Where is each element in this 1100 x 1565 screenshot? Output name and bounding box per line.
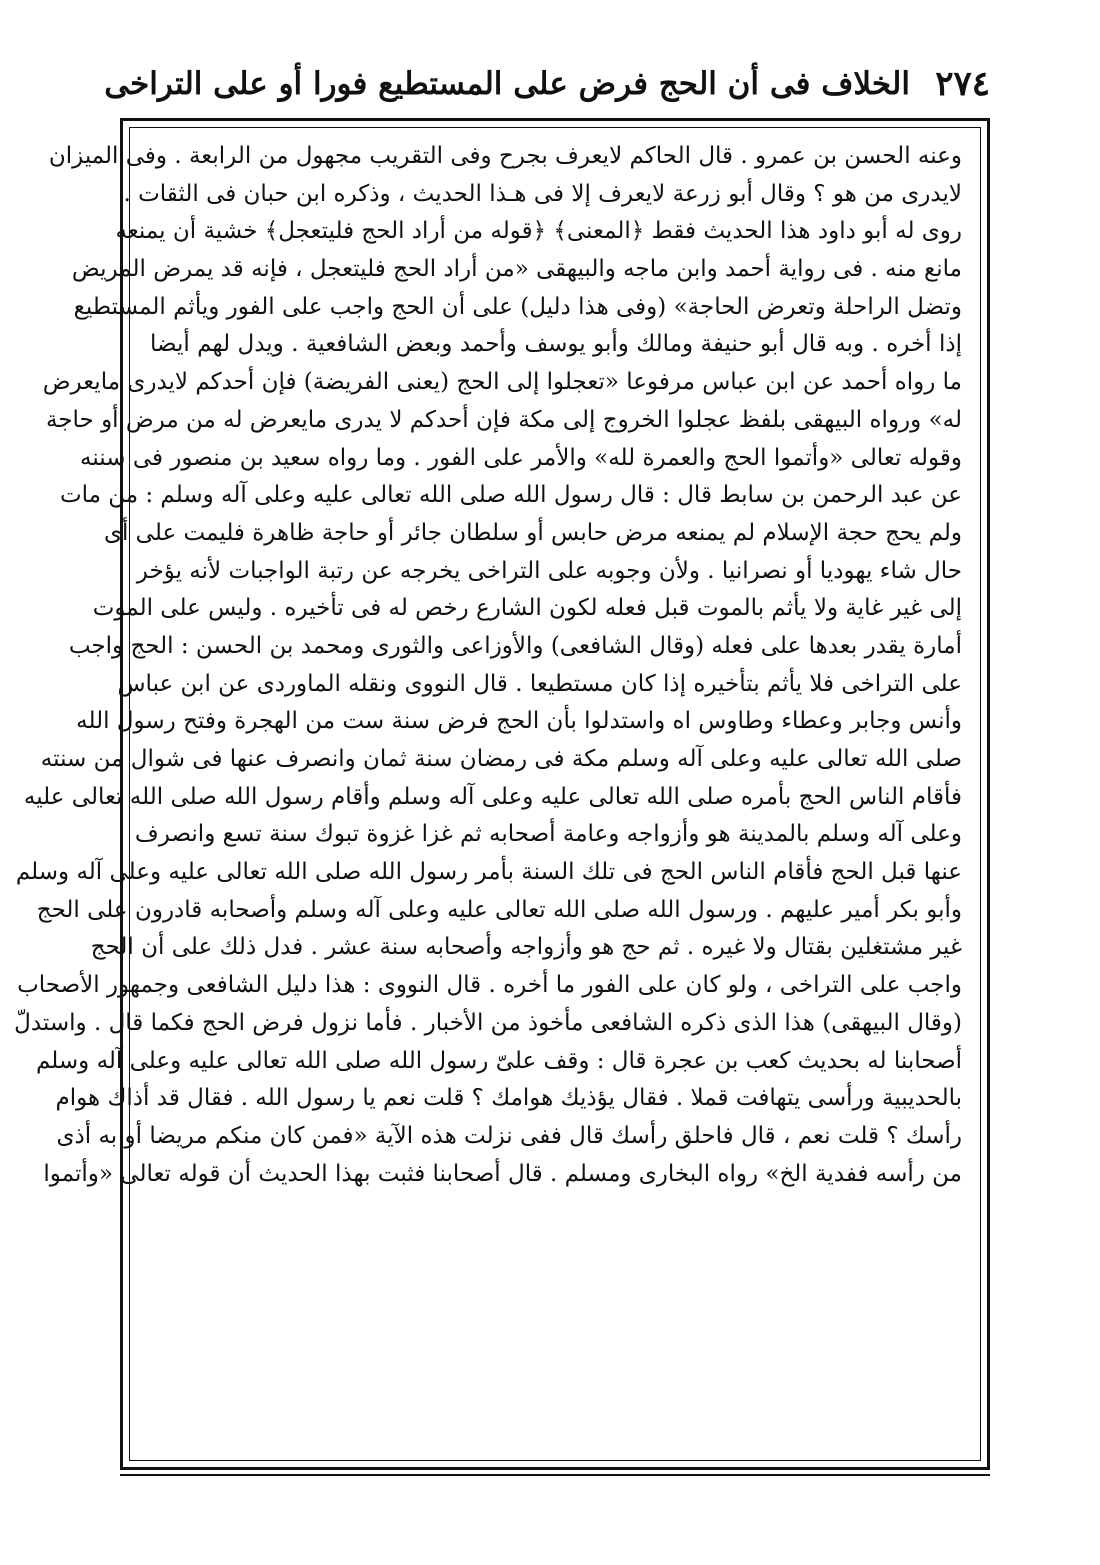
text-line: إذا أخره . وبه قال أبو حنيفة ومالك وأبو يوسف وأحمد وبعض الشافعية . ويدل لهم أيضا: [150, 331, 962, 358]
text-line: (وقال البيهقى) هذا الذى ذكره الشافعى مأخوذ من الأخبار . فأما نزول فرض الحج فكما قال . واستدلّ: [14, 1009, 962, 1036]
text-line: وأبو بكر أمير عليهم . ورسول الله صلى الله تعالى عليه وعلى آله وسلم وأصحابه قادرون على الحج: [36, 896, 962, 923]
bottom-rule: [120, 1474, 990, 1476]
running-title: الخلاف فى أن الحج فرض على المستطيع فورا أو على التراخى: [104, 66, 910, 102]
page-number: ٢٧٤: [935, 64, 990, 104]
text-line: فأقام الناس الحج بأمره صلى الله تعالى عليه وعلى آله وسلم وأقام رسول الله صلى الله تعالى عليه: [23, 783, 962, 810]
text-line: وتضل الراحلة وتعرض الحاجة» (وفى هذا دليل) على أن الحج واجب على الفور ويأثم المستطيع: [73, 293, 962, 320]
text-line: على التراخى فلا يأثم بتأخيره إذا كان مستطيعا . قال النووى ونقله الماوردى عن ابن عباس: [117, 670, 962, 697]
text-line: من رأسه ففدية الخ» رواه البخارى ومسلم . قال أصحابنا فثبت بهذا الحديث أن قوله تعالى «وأتموا: [43, 1160, 962, 1187]
text-line: أصحابنا له بحديث كعب بن عجرة قال : وقف علىّ رسول الله صلى الله تعالى عليه وعلى آله وسلم: [35, 1047, 962, 1074]
page-header: [104, 62, 990, 112]
text-line: روى له أبو داود هذا الحديث فقط ﴿المعنى﴾ ﴿قوله من أراد الحج فليتعجل﴾ خشية أن يمنعه: [115, 218, 962, 245]
text-line: عن عبد الرحمن بن سابط قال : قال رسول الله صلى الله تعالى عليه وعلى آله وسلم : من مات: [59, 482, 962, 509]
text-line: حال شاء يهوديا أو نصرانيا . ولأن وجوبه على التراخى يخرجه عن رتبة الواجبات لأنه يؤخر: [136, 557, 962, 584]
text-line: مانع منه . فى رواية أحمد وابن ماجه والبيهقى «من أراد الحج فليتعجل ، فإنه قد يمرض المريض: [71, 256, 962, 283]
text-line: ما رواه أحمد عن ابن عباس مرفوعا «تعجلوا إلى الحج (يعنى الفريضة) فإن أحدكم لايدرى مايعرض: [42, 369, 962, 396]
text-line: عنها قبل الحج فأقام الناس الحج فى تلك السنة بأمر رسول الله صلى الله تعالى عليه وعلى آله وسلم: [15, 859, 962, 886]
text-line: وأنس وجابر وعطاء وطاوس اه واستدلوا بأن الحج فرض سنة ست من الهجرة وفتح رسول الله: [76, 708, 962, 735]
text-line: وعلى آله وسلم بالمدينة هو وأزواجه وعامة أصحابه ثم غزا غزوة تبوك سنة تسع وانصرف: [134, 821, 962, 848]
text-line: أمارة يقدر بعدها على فعله (وقال الشافعى) والأوزاعى والثورى ومحمد بن الحسن : الحج واجب: [68, 632, 962, 659]
text-line: إلى غير غاية ولا يأثم بالموت قبل فعله لكون الشارع رخص له فى تأخيره . وليس على الموت: [92, 595, 962, 622]
text-line: وعنه الحسن بن عمرو . قال الحاكم لايعرف بجرح وفى التقريب مجهول من الرابعة . وفى الميزان: [48, 143, 962, 169]
body-text: [14, 138, 962, 1193]
text-line: ولم يحج حجة الإسلام لم يمنعه مرض حابس أو سلطان جائر أو حاجة ظاهرة فليمت على أى: [103, 519, 962, 546]
text-line: صلى الله تعالى عليه وعلى آله وسلم مكة فى رمضان سنة ثمان وانصرف عنها فى شوال من سنته: [40, 746, 962, 772]
text-line: رأسك ؟ قلت نعم ، قال فاحلق رأسك قال ففى نزلت هذه الآية «فمن كان منكم مريضا أو به أذى: [56, 1122, 962, 1149]
text-line: غير مشتغلين بقتال ولا غيره . ثم حج هو وأزواجه وأصحابه سنة عشر . فدل ذلك على أن الحج: [90, 934, 962, 961]
text-line: وقوله تعالى «وأتموا الحج والعمرة لله» والأمر على الفور . وما رواه سعيد بن منصور فى سننه: [80, 444, 962, 471]
text-line: بالحديبية ورأسى يتهافت قملا . فقال يؤذيك هوامك ؟ قلت نعم يا رسول الله . فقال قد أذاك هوام: [55, 1085, 962, 1112]
text-line: واجب على التراخى ، ولو كان على الفور ما أخره . قال النووى : هذا دليل الشافعى وجمهور الأصحاب: [17, 972, 962, 999]
text-line: لايدرى من هو ؟ وقال أبو زرعة لايعرف إلا فى هـذا الحديث ، وذكره ابن حبان فى الثقات .: [123, 180, 962, 207]
text-line: له» ورواه البيهقى بلفظ عجلوا الخروج إلى مكة فإن أحدكم لا يدرى مايعرض له من مرض أو حاجة: [45, 406, 962, 433]
